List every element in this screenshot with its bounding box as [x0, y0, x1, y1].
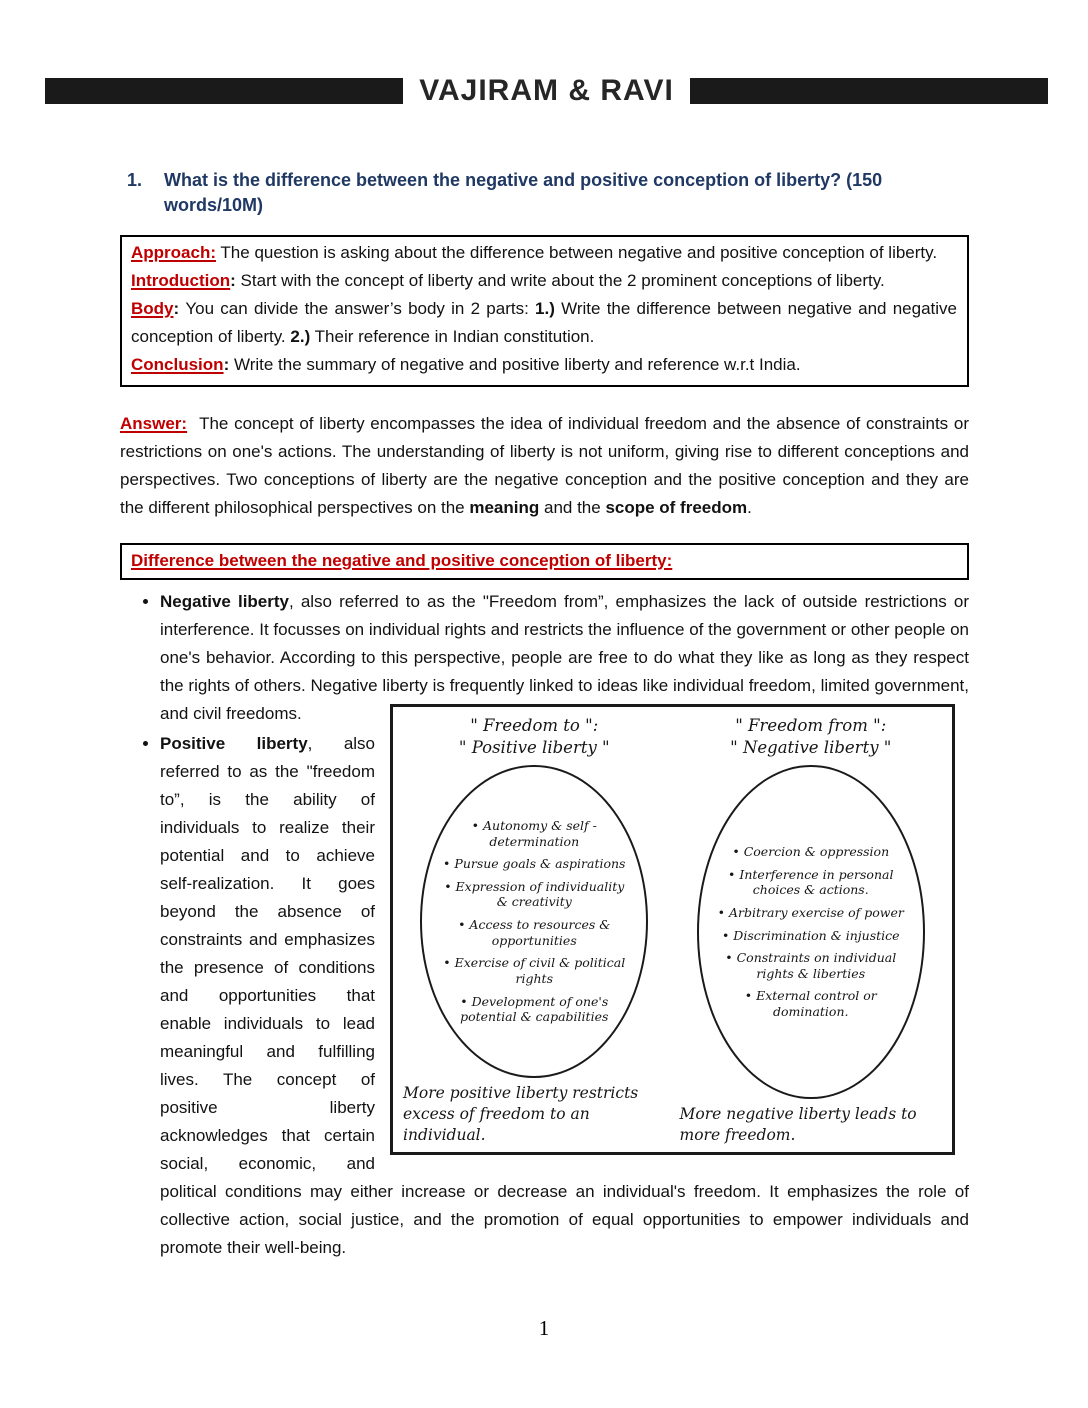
positive-liberty-label: " Positive liberty " — [458, 738, 610, 758]
body-part-2-marker: 2.) — [290, 327, 311, 346]
positive-liberty-text: , also referred to as the "freedom to”, is the ability of individuals to realize their potential and to achieve self-realization. It goes beyond the absence of constraints and emphasizes the presence of conditions and opportunities that enable individuals to lead meaningful and fulfilling lives. The concept of positive liberty acknowledges that certain social, economic, and political conditions may either increase or decrease an individual's freedom. It emphasizes the role of collective action, social justice, and the promotion of equal opportunities to empower individuals and promote their well-being. — [160, 734, 969, 1257]
separator: : — [173, 299, 186, 318]
body-row — [131, 295, 957, 351]
oval-item: • Arbitrary exercise of power — [718, 905, 904, 921]
negative-liberty-column — [680, 715, 943, 1146]
body-part-1-marker: 1.) — [535, 299, 555, 318]
negative-liberty-text: , also referred to as the "Freedom from”, emphasizes the lack of outside restrictions or interference. It focusses on individual rights and restricts the influence of the government or other people on one's behavior. According to this perspective, people are free to do what they like as long as they respect the rights of others. Negative liberty is frequently linked to ideas like individual — [160, 592, 970, 695]
approach-label: Approach: — [131, 243, 216, 262]
negative-liberty-term: Negative liberty — [160, 592, 289, 611]
header-bar-right — [690, 78, 1048, 104]
answer-text: . — [747, 498, 752, 517]
approach-row — [131, 239, 957, 267]
answer-label: Answer: — [120, 414, 188, 433]
question-number: 1. — [127, 170, 143, 190]
negative-liberty-text-continued: freedom, limited government, and civil freedoms. — [160, 676, 970, 723]
separator: : — [230, 271, 241, 290]
introduction-text: Start with the concept of liberty and write about the 2 prominent conceptions of liberty. — [240, 271, 885, 290]
header — [45, 0, 1048, 108]
oval-item: • Autonomy & self - determination — [438, 818, 630, 849]
conclusion-row — [131, 351, 957, 379]
positive-liberty-term: Positive liberty — [160, 734, 308, 753]
positive-liberty-oval — [420, 765, 648, 1079]
freedom-to-label: " Freedom to ": — [470, 716, 599, 735]
positive-liberty-caption: More positive liberty restricts excess of freedom to an individual. — [403, 1084, 639, 1145]
body-text: You can divide the answer’s body in 2 parts: — [185, 299, 536, 318]
oval-item: • Access to resources & opportunities — [438, 917, 630, 948]
answer-text: The concept of liberty encompasses the idea of individual freedom and the absence of constraints or restrictions on one's actions. The understanding of liberty is not uniform, giving rise to different conceptions and perspectives. Two conceptions of liberty are the negative conception and the positive conception and they are the different philosophical perspectives on the — [120, 414, 969, 517]
liberty-diagram-figure — [390, 704, 955, 1155]
answer-bold-meaning: meaning — [469, 498, 540, 517]
header-bar-left — [45, 78, 403, 104]
approach-text: The question is asking about the difference between negative and positive conception of liberty. — [220, 243, 938, 262]
answer-bold-scope: scope of freedom — [605, 498, 748, 517]
negative-liberty-caption: More negative liberty leads to more freedom. — [679, 1105, 917, 1145]
oval-item: • Interference in personal choices & actions. — [715, 867, 907, 898]
approach-box — [120, 235, 969, 387]
page-footer — [0, 1316, 1088, 1341]
oval-item: • Exercise of civil & political rights — [438, 955, 630, 986]
difference-heading: Difference between the negative and positive conception of liberty: — [131, 551, 673, 570]
positive-liberty-column — [403, 715, 666, 1146]
conclusion-text: Write the summary of negative and positive liberty and reference w.r.t India. — [233, 355, 801, 374]
negative-liberty-title — [730, 715, 891, 760]
oval-item: • External control or domination. — [715, 988, 907, 1019]
oval-item: • Discrimination & injustice — [722, 928, 900, 944]
negative-liberty-label: " Negative liberty " — [730, 738, 892, 758]
oval-item: • Pursue goals & aspirations — [443, 856, 625, 872]
introduction-label: Introduction — [131, 271, 231, 290]
conclusion-label: Conclusion — [131, 355, 224, 374]
freedom-from-label: " Freedom from ": — [735, 716, 887, 735]
answer-paragraph — [120, 410, 969, 522]
positive-liberty-title — [459, 715, 610, 760]
page-number: 1 — [538, 1316, 550, 1340]
brand-title: VAJIRAM & RAVI — [419, 74, 674, 107]
body-text: Write the difference between negative and negative conception of liberty. — [131, 299, 957, 346]
oval-item: • Constraints on individual rights & liberties — [715, 950, 907, 981]
oval-item: • Coercion & oppression — [732, 844, 889, 860]
liberty-bullet-list — [120, 588, 969, 1262]
oval-item: • Development of one's potential & capabilities — [438, 994, 630, 1025]
difference-heading-box — [120, 543, 969, 580]
body-text: Their reference in Indian constitution. — [310, 327, 595, 346]
question-text: What is the difference between the negative and positive conception of liberty? (150 words/10M) — [164, 170, 883, 215]
answer-text: and the — [539, 498, 606, 517]
separator: : — [223, 355, 234, 374]
negative-liberty-oval — [697, 765, 925, 1100]
question-line — [127, 168, 969, 218]
introduction-row — [131, 267, 957, 295]
oval-item: • Expression of individuality & creativity — [438, 879, 630, 910]
body-label: Body — [131, 299, 174, 318]
